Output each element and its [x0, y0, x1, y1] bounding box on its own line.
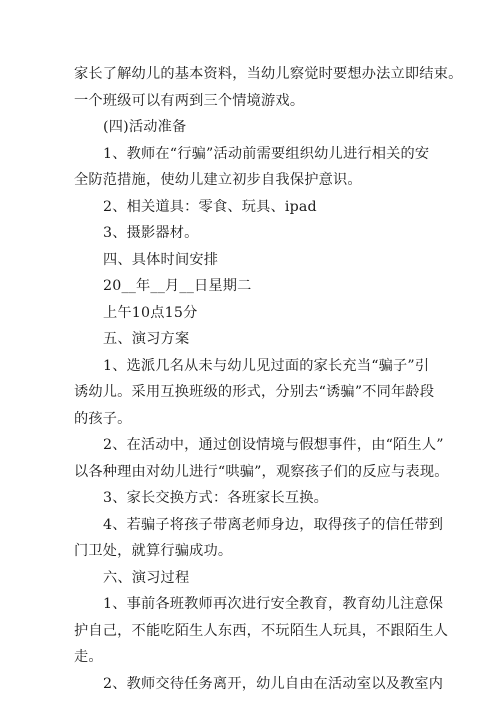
- text-line: 家长了解幼儿的基本资料，当幼儿察觉时要想办法立即结束。: [74, 66, 463, 82]
- section-heading: 六、演习过程: [103, 570, 190, 586]
- text-line: 全防范措施，使幼儿建立初步自我保护意识。: [74, 172, 362, 188]
- text-line: 1、选派几名从未与幼儿见过面的家长充当“骗子”引: [103, 358, 430, 374]
- text-line: 一个班级可以有两到三个情境游戏。: [74, 93, 305, 109]
- text-line: 上午10点15分: [103, 305, 198, 321]
- text-line: 3、家长交换方式：各班家长互换。: [103, 490, 329, 506]
- text-line: 2、教师交待任务离开，幼儿自由在活动室以及教室内: [103, 676, 444, 692]
- text-line: 4、若骗子将孩子带离老师身边，取得孩子的信任带到: [103, 517, 444, 533]
- section-heading: 四、具体时间安排: [103, 252, 219, 268]
- text-line: 诱幼儿。采用互换班级的形式，分别去“诱骗”不同年龄段: [74, 384, 435, 400]
- text-line: 20__年__月__日星期二: [103, 278, 252, 294]
- text-line: 1、教师在“行骗”活动前需要组织幼儿进行相关的安: [103, 146, 430, 162]
- text-line: 3、摄影器材。: [103, 225, 199, 241]
- text-line: 1、事前各班教师再次进行安全教育，教育幼儿注意保: [103, 596, 444, 612]
- text-line: 护自己，不能吃陌生人东西，不玩陌生人玩具，不跟陌生人: [74, 623, 449, 639]
- section-heading: (四)活动准备: [103, 119, 187, 135]
- text-line: 走。: [74, 649, 103, 665]
- text-line: 门卫处，就算行骗成功。: [74, 543, 233, 559]
- text-line: 2、相关道具：零食、玩具、ipad: [103, 199, 317, 215]
- text-line: 以各种理由对幼儿进行“哄骗”，观察孩子们的反应与表现。: [74, 464, 449, 480]
- text-line: 的孩子。: [74, 411, 132, 427]
- text-line: 2、在活动中，通过创设情境与假想事件，由“陌生人”: [103, 437, 444, 453]
- section-heading: 五、演习方案: [103, 331, 190, 347]
